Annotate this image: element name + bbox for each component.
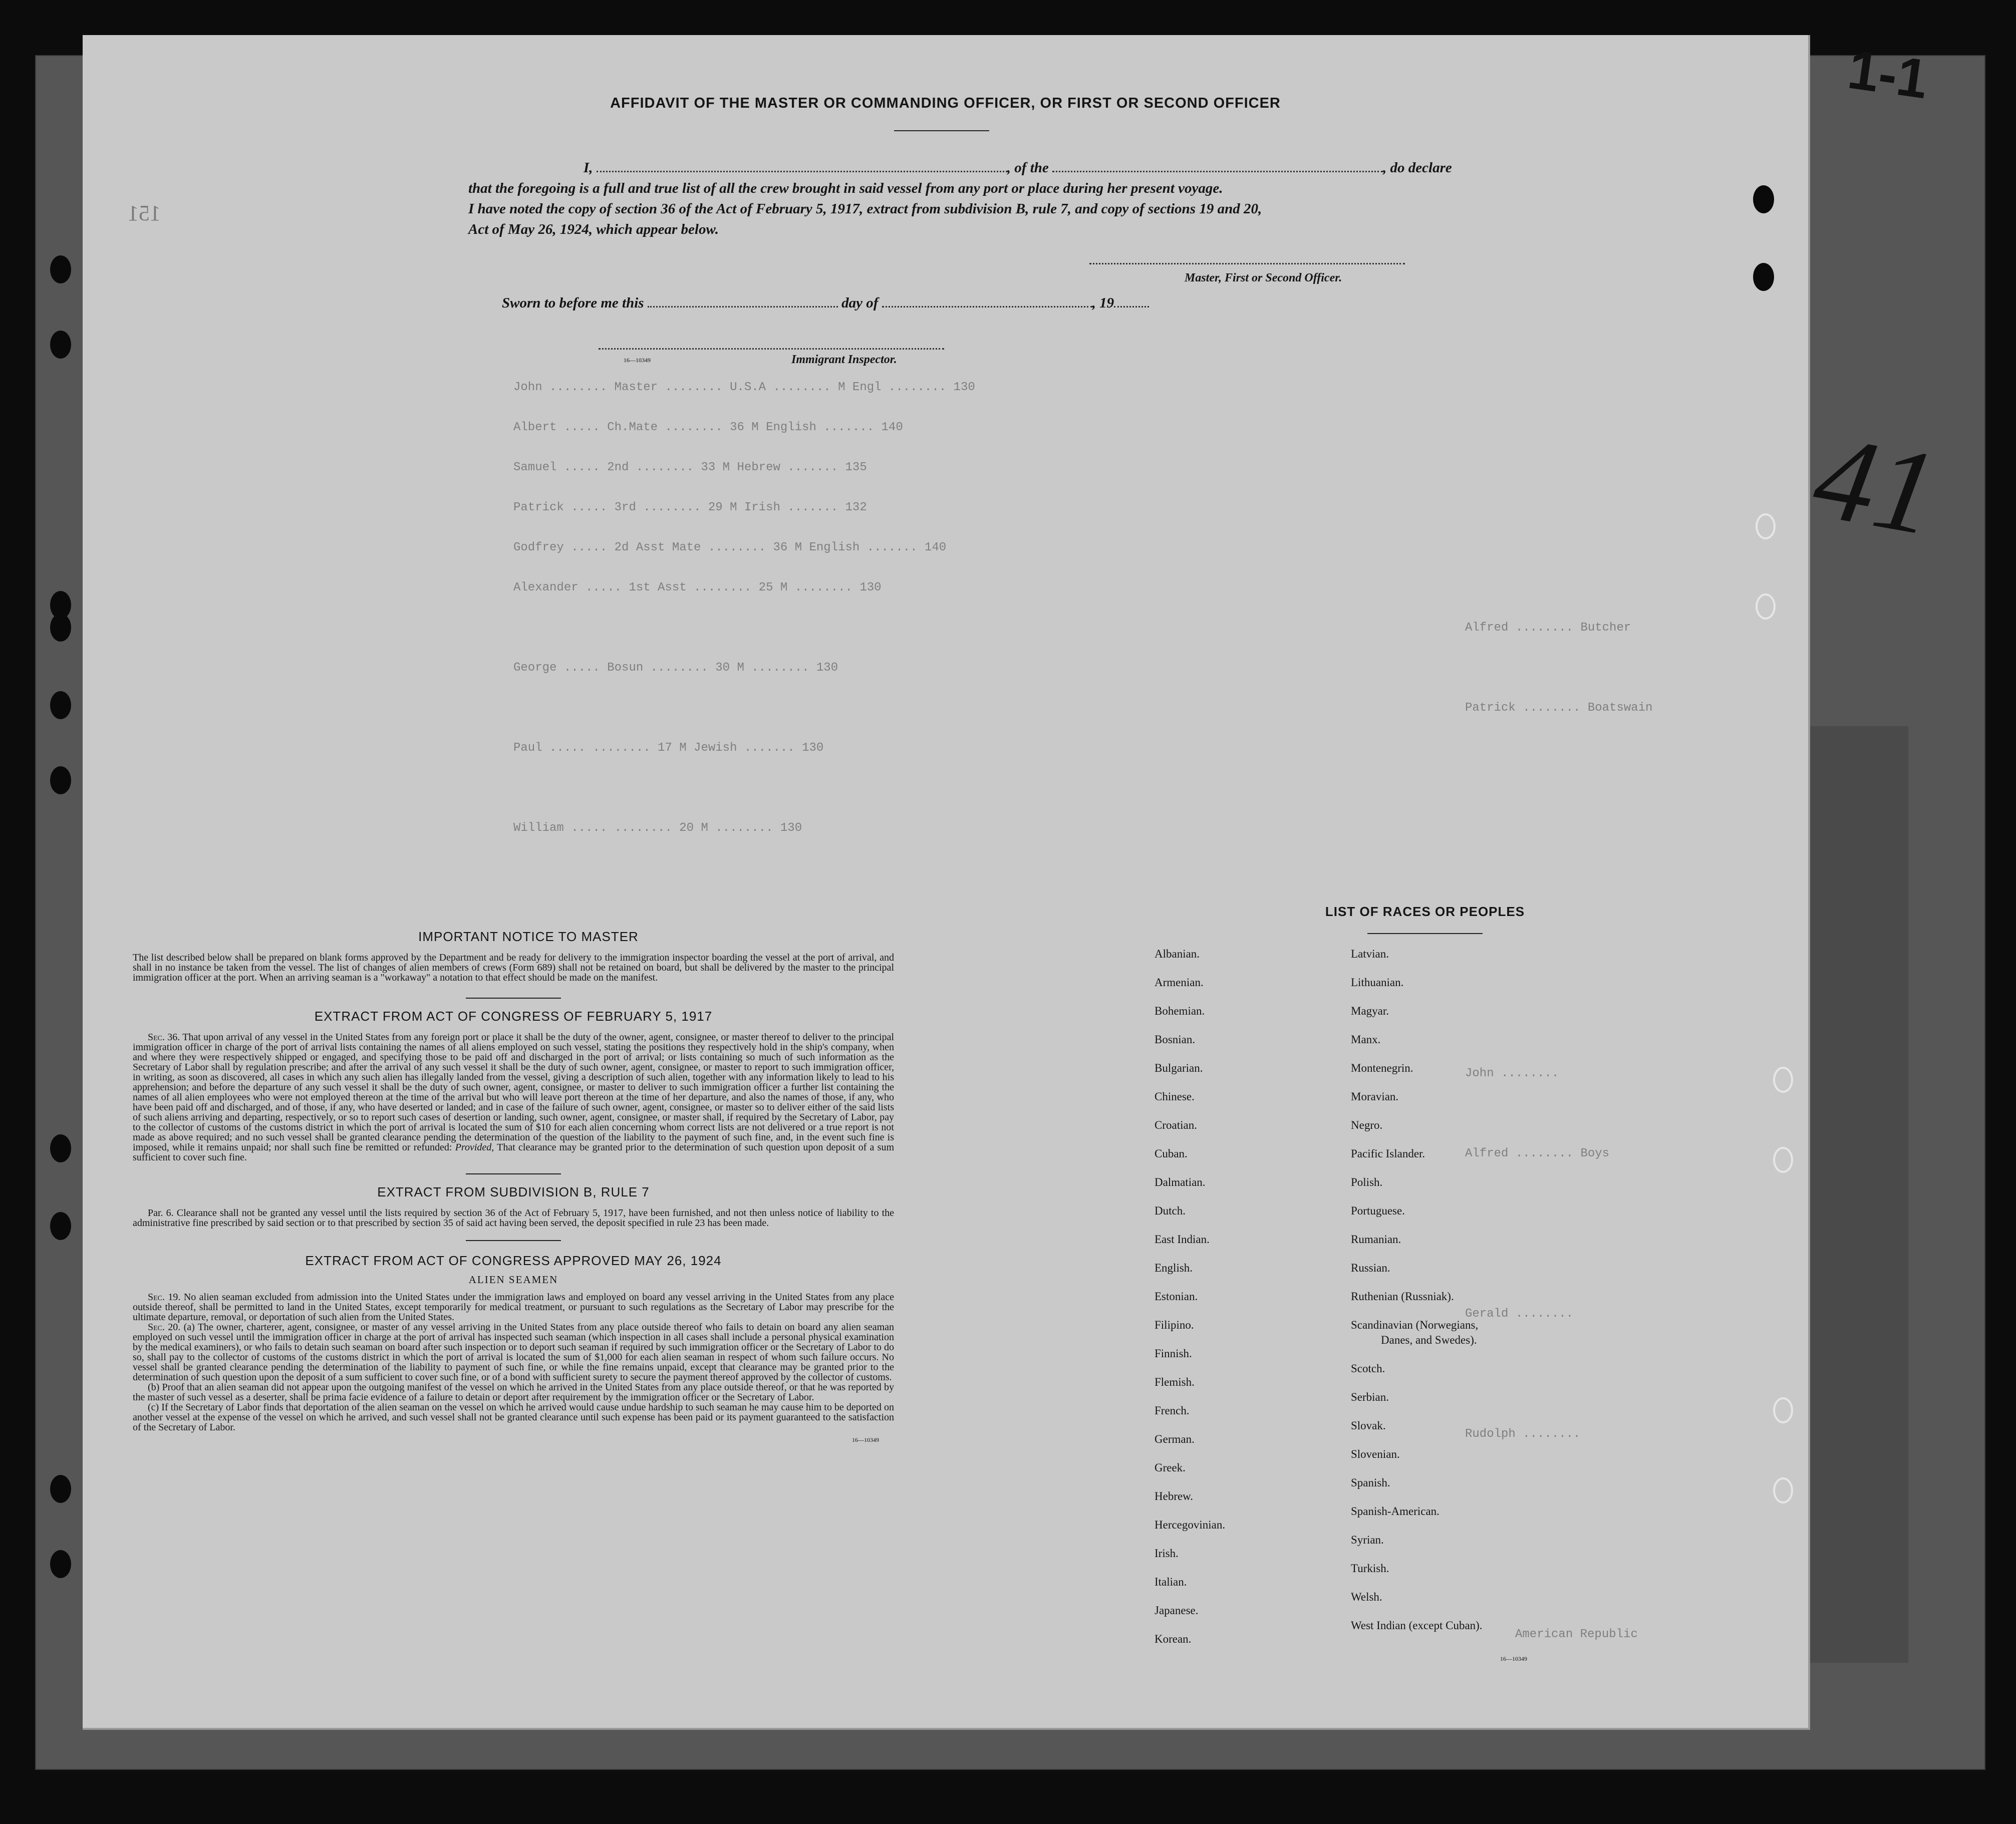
binder-hole [50,331,71,359]
bleed-through-text: Alfred ........ Butcher [1465,621,1631,635]
binder-hole [50,1550,71,1578]
race-item: German. [1155,1433,1195,1445]
bleed-through-text: Patrick ..... 3rd ........ 29 M Irish ....... 132 [513,501,867,514]
sworn-label: Sworn to before me this [502,295,644,311]
binder-ring [1773,1397,1793,1423]
race-item: Polish. [1351,1176,1383,1188]
binder-hole [50,255,71,283]
sec-20a-text [133,1322,894,1382]
race-item: Magyar. [1351,1005,1389,1017]
form-number: 16—10349 [624,357,651,364]
race-item: Scandinavian (Norwegians, [1351,1319,1479,1331]
legal-notices [133,929,894,1444]
sec-19-label: Sec. 19. [148,1292,181,1303]
affidavit-line-2: that the foregoing is a full and true list of all the crew brought in said vessel from any port or place during her present voyage. [468,180,1223,196]
sworn-year-field[interactable] [1114,295,1149,308]
notice-text: The list described below shall be prepared on blank forms approved by the Department and be ready for delivery to the immigration inspector boarding the vessel at the port of arrival, and shall in no instance be taken from the vessel. The list of changes of alien members of crews (Form 689) shall not be retained on board, but shall be delivered by the master to the principal immigration officer at the port. When an arriving seaman is a "workaway" a notation to that effect should be made on the manifest. [133,952,894,983]
notice-title: IMPORTANT NOTICE TO MASTER [418,929,639,944]
sec-19-body: No alien seaman excluded from admission into the United States under the immigration laws and employed on board any vessel arriving in the United States from any place outside thereof, shall be permitted to land in the United States, except temporarily for medical treatment, or pursuant to such regulations as the Secretary of Labor may prescribe for the ultimate departure, removal, or deportation of such alien from the United States. [133,1292,894,1323]
binder-hole [50,1475,71,1503]
sec-20-label: Sec. 20. [148,1322,181,1333]
race-item: Scotch. [1351,1362,1385,1375]
race-item: Cuban. [1155,1147,1188,1160]
bleed-through-text: Alfred ........ Boys [1465,1147,1610,1160]
race-item: Moravian. [1351,1090,1399,1103]
declare-label: , do declare [1383,160,1452,176]
race-item: West Indian (except Cuban). [1351,1619,1483,1632]
race-item: Bohemian. [1155,1005,1205,1017]
alien-seamen-subtitle: ALIEN SEAMEN [468,1274,558,1286]
signature-caption: Master, First or Second Officer. [1185,271,1342,284]
race-item: English. [1155,1262,1193,1274]
binder-hole [50,1134,71,1162]
day-of-label: day of [841,295,879,311]
title-rule [894,130,989,131]
extract-rule7-text: Par. 6. Clearance shall not be granted any vessel until the lists required by section 36 of the Act of February 5, 1917, have been furnished, and not then unless notice of liability to the administrative fine prescribed by said section or to that prescribed by section 35 of said act having been served, the deposit specified in rule 23 has been made. [133,1207,894,1229]
race-item: Spanish-American. [1351,1505,1439,1517]
bleed-through-text: Gerald ........ [1465,1307,1574,1321]
sec-19-text [133,1292,894,1322]
sec-20a-body: (a) The owner, charterer, agent, consignee, or master of any vessel arriving in the United States from any place outside thereof who fails to detain on board any alien seaman employed on such vessel until the immigration officer in charge at the port of arrival has inspected such seaman (which inspection in all cases shall include a personal physical examination by the medical examiners), or who fails to detain such seaman on board after such inspection or to deport such seaman if required by such immigration officer or the Secretary of Labor to do so, shall pay to the collector of customs of the customs district in which the port of arrival is located the sum of $1,000 for each alien seaman in respect of whom such failure occurs. No vessel shall be granted clearance pending the determination of the liability to payment of such fine, or while the fine remains unpaid, except that clearance may be granted prior to the determination of such question upon the deposit of a sum sufficient to cover such fine, or of a bond with sufficient surety to secure the payment thereof approved by the collector of customs. [133,1322,894,1383]
bleed-through-text: Albert ..... Ch.Mate ........ 36 M English ....... 140 [513,421,903,434]
race-item: Irish. [1155,1547,1179,1560]
bleed-through-text: John ........ [1465,1067,1559,1080]
race-item: Korean. [1155,1633,1192,1645]
extract-1924-title: EXTRACT FROM ACT OF CONGRESS APPROVED MAY 26, 1924 [305,1253,722,1268]
extract-rule7-title: EXTRACT FROM SUBDIVISION B, RULE 7 [377,1184,650,1199]
binder-hole [50,614,71,642]
race-item: Russian. [1351,1262,1390,1274]
race-item: Bulgarian. [1155,1062,1203,1074]
race-item: Flemish. [1155,1376,1195,1388]
binder-hole [50,1212,71,1240]
page-ref-handwritten: 1-1 [1844,38,1932,111]
race-item: Japanese. [1155,1604,1199,1617]
race-item: Lithuanian. [1351,976,1404,989]
race-item: Latvian. [1351,948,1389,960]
binder-hole [50,766,71,794]
race-item: Finnish. [1155,1347,1192,1360]
race-item: French. [1155,1404,1190,1417]
sworn-day-field[interactable] [648,295,838,308]
bleed-through-text: Godfrey ..... 2d Asst Mate ........ 36 M English ....... 140 [513,541,947,554]
sec-20c-text: (c) If the Secretary of Labor finds that deportation of the alien seaman on the vessel on which he arrived would cause undue hardship to such seaman he may cause him to be deported on another vessel at the expense of the vessel on which he arrived, and such vessel shall not be granted clearance until such expense has been paid or its payment guaranteed to the satisfaction of the Secretary of Labor. [133,1402,894,1433]
race-item: Italian. [1155,1576,1187,1588]
binder-ring [1773,1067,1793,1093]
vessel-label: , of the [1007,160,1049,176]
master-signature-field[interactable] [1089,263,1405,264]
race-item: Hebrew. [1155,1490,1194,1502]
binder-hole [1753,185,1774,213]
binder-ring [1756,513,1776,539]
year-label: , 19 [1092,295,1114,311]
race-item: East Indian. [1155,1233,1210,1246]
race-item: Portuguese. [1351,1204,1405,1217]
race-item: Greek. [1155,1461,1186,1474]
bleed-through-text: Paul ..... ........ 17 M Jewish ....... 130 [513,741,824,755]
race-item: Armenian. [1155,976,1204,989]
sec-36-body: That upon arrival of any vessel in the United States from any foreign port or place it shall be the duty of the owner, agent, consignee, or master thereof to deliver to the principal immigration officer in charge of the port of arrival lists containing the names of all aliens employed on such vessel, stating the positions they respectively hold in the ship's company, when and where they were respectively shipped or engaged, and specifying those to be paid off and discharged in the port of arrival; or lists containing so much of such information as the Secretary of Labor shall by regulation prescribe; and after the arrival of any such vessel it shall be the duty of such owner, agent, consignee, or master to report to such immigration officer, in writing, as soon as discovered, all cases in which any such alien has illegally landed from the vessel, giving a description of such alien, together with any information likely to lead to his apprehension; and before the departure of any such vessel it shall be the duty of such owner, agent, consignee, or master to deliver to such immigration officer a further list containing the names of all alien employees who were not employed thereon at the time of the arrival but who will leave port thereon at the time of her departure, and also the names of those, if any, who have been paid off and discharged, and of those, if any, who have deserted or landed; and in case of the failure of such owner, agent, consignee, or master so to deliver either of the said lists of such aliens arriving and departing, respectively, or so to report such cases of desertion or landing, such owner, agent, consignee, or master shall, if required by the Secretary of Labor, pay to the collector of customs of the customs district in which the port of arrival is located the sum of $10 for each alien concerning whom correct lists are not delivered or a true report is not made as above required; and no such vessel shall be granted clearance pending the determination of the question of the liability to the payment of such fine, and, in the event such fine is imposed, while it remains unpaid; nor shall such fine be remitted or refunded: [133,1032,894,1153]
race-item: Dutch. [1155,1204,1186,1217]
race-item: Ruthenian (Russniak). [1351,1290,1454,1303]
race-item: Filipino. [1155,1319,1194,1331]
sworn-month-field[interactable] [882,295,1092,308]
sworn-line [502,293,1149,314]
race-item: Estonian. [1155,1290,1198,1303]
race-item: Spanish. [1351,1476,1390,1489]
affidavit-text [468,158,1545,240]
bleed-through-text: William ..... ........ 20 M ........ 130 [513,821,802,835]
races-right-column [1351,948,1483,1648]
race-item: Hercegovinian. [1155,1518,1226,1531]
declarant-name-field[interactable] [597,160,1007,172]
race-item: Serbian. [1351,1391,1389,1403]
proviso-text: That clearance may be granted prior to the determination of such question upon deposit of a sum sufficient to cover such fine. [133,1142,894,1163]
section-rule [466,1240,561,1241]
races-left-column [1155,948,1225,1661]
extract-1917-title: EXTRACT FROM ACT OF CONGRESS OF FEBRUARY 5, 1917 [314,1009,713,1024]
vessel-name-field[interactable] [1052,160,1383,172]
race-item: Bosnian. [1155,1033,1196,1046]
race-item: Rumanian. [1351,1233,1401,1246]
binder-hole [50,691,71,719]
binder-hole [1753,263,1774,291]
races-title: LIST OF RACES OR PEOPLES [1325,904,1525,919]
binder-ring [1773,1477,1793,1503]
extract-form-number: 16—10349 [852,1436,879,1443]
extract-1917-text [133,1032,894,1162]
race-item: Albanian. [1155,948,1200,960]
race-item: Danes, and Swedes). [1381,1334,1477,1346]
affidavit-title: AFFIDAVIT OF THE MASTER OR COMMANDING OFFICER, OR FIRST OR SECOND OFFICER [610,95,1281,111]
bleed-through-text: Rudolph ........ [1465,1427,1581,1441]
affidavit-line-1 [468,158,1545,178]
bleed-through-text: John ........ Master ........ U.S.A ........ M Engl ........ 130 [513,381,975,394]
races-title-rule [1367,933,1483,934]
section-rule [466,998,561,999]
bleed-through-text: American Republic [1515,1628,1638,1641]
affidavit-line-4: Act of May 26, 1924, which appear below. [468,221,719,237]
race-item: Syrian. [1351,1534,1384,1546]
affidavit-line-3: I have noted the copy of section 36 of the Act of February 5, 1917, extract from subdivision B, rule 7, and copy of sections 19 and 20, [468,201,1262,217]
tally-mark: 41 [1805,409,1947,561]
race-item: Slovenian. [1351,1448,1400,1460]
inspector-caption: Immigrant Inspector. [791,353,897,366]
section-rule [466,1173,561,1174]
race-item: Turkish. [1351,1562,1389,1575]
bleed-through-text: Patrick ........ Boatswain [1465,701,1653,715]
race-item: Chinese. [1155,1090,1195,1103]
margin-number: 151 [128,201,161,225]
bleed-through-text: Samuel ..... 2nd ........ 33 M Hebrew ....... 135 [513,461,867,474]
sec-36-label: Sec. 36. [148,1032,180,1043]
bleed-through-text: George ..... Bosun ........ 30 M ........ 130 [513,661,838,675]
race-item: Manx. [1351,1033,1381,1046]
binder-ring [1773,1147,1793,1173]
race-item: Montenegrin. [1351,1062,1413,1074]
race-item: Croatian. [1155,1119,1197,1131]
races-form-number: 16—10349 [1500,1655,1527,1662]
race-item: Welsh. [1351,1591,1382,1603]
bleed-through-text: Alexander ..... 1st Asst ........ 25 M ........ 130 [513,581,882,594]
declarant-label: I, [584,160,593,176]
race-item: Slovak. [1351,1419,1386,1432]
race-item: Dalmatian. [1155,1176,1206,1188]
proviso-word: Provided, [455,1142,494,1153]
race-item: Pacific Islander. [1351,1147,1425,1160]
binder-ring [1756,593,1776,620]
race-item: Negro. [1351,1119,1383,1131]
sec-20b-text: (b) Proof that an alien seaman did not appear upon the outgoing manifest of the vessel on which he arrived in the United States from any place outside thereof, or that he was reported by the master of such vessel as a deserter, shall be prima facie evidence of a failure to detain or deport after requirement by the immigration officer or the Secretary of Labor. [133,1382,894,1403]
